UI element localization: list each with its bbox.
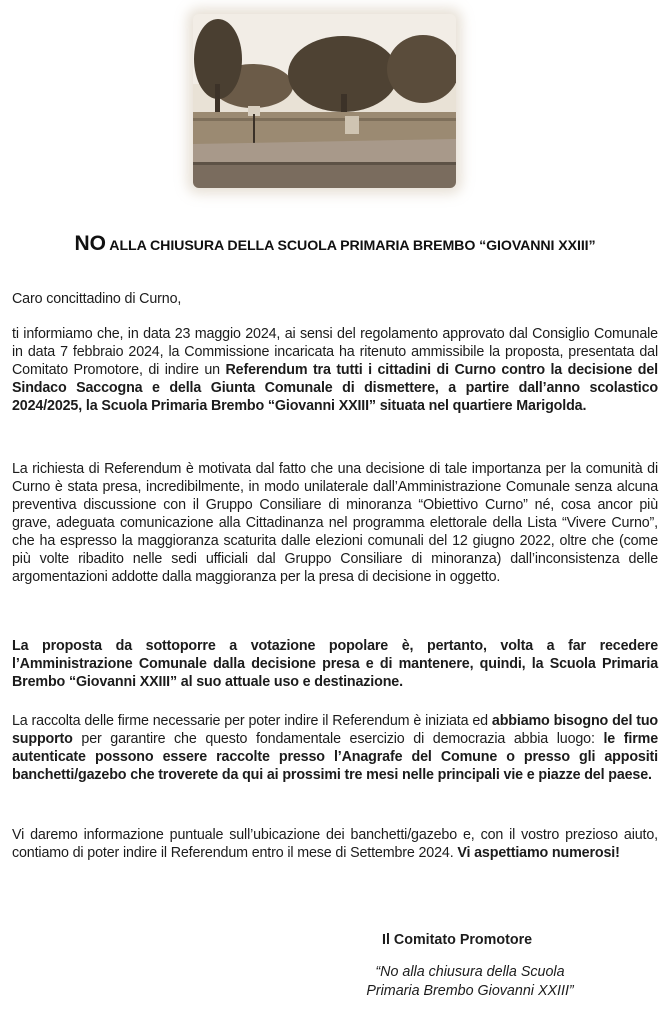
p5-bold-b: Vi aspettiamo numerosi!	[457, 845, 620, 861]
p4-text-c: per garantire che questo fondamentale esercizio di democrazia abbia luogo:	[72, 731, 604, 747]
signature-motto-line1: “No alla chiusura della Scuola	[375, 964, 565, 980]
signature-motto-line2: Primaria Brembo Giovanni XXIII”	[366, 983, 574, 999]
p4-bold-b: abbiamo bisogno del tuo supporto	[12, 713, 658, 747]
paragraph-signatures	[12, 712, 658, 784]
p4-bold-d: le firme autenticate possono essere raccolte presso l’Anagrafe del Comune o presso gli appositi banchetti/gazebo che troverete da qui ai prossimi tre mesi nelle principali vie e piazze del paese.	[12, 731, 658, 783]
p5-text-a: Vi daremo informazione puntuale sull’ubicazione dei banchetti/gazebo e, con il vostro prezioso aiuto, contiamo di poter indire il Referendum entro il mese di Settembre 2024.	[12, 827, 658, 861]
paragraph-proposal: La proposta da sottoporre a votazione popolare è, pertanto, volta a far recedere l’Amministrazione Comunale dalla decisione presa e di mantenere, quindi, la Scuola Primaria Brembo “Giovanni XXIII” al suo attuale uso e destinazione.	[12, 638, 658, 690]
paragraph-motivation: La richiesta di Referendum è motivata dal fatto che una decisione di tale importanza per la comunità di Curno è stata presa, incredibilmente, in modo unilaterale dall’Amministrazione Comunale senza alcuna preventiva discussione con il Gruppo Consiliare di minoranza “Obiettivo Curno” né, cosa ancor più grave, adeguata comunicazione alla Cittadinanza nel programma elettorale della Lista “Vivere Curno”, che ha espresso la maggioranza scaturita dalle elezioni comunali del 12 giugno 2022, oltre che (come più volte ribadito nelle sedi ufficiali dal Gruppo Consiliare di minoranza) dall’inconsistenza delle argomentazioni addotte dalla maggioranza per la presa di decisione in oggetto.	[12, 461, 658, 585]
paragraph-closing	[12, 826, 658, 862]
greeting: Caro concittadino di Curno,	[12, 291, 182, 307]
paragraph-intro-text: ti informiamo che, in data 23 maggio 2024, ai sensi del regolamento approvato dal Consiglio Comunale in data 7 febbraio 2024, la Commissione incaricata ha ritenuto ammissibile la proposta, presentata dal Comitato Promotore, di indire un	[12, 326, 658, 378]
school-garden-photo	[193, 14, 456, 188]
signature-motto	[340, 963, 600, 1001]
page-title	[0, 232, 670, 256]
photo-graphic	[193, 14, 456, 188]
title-no: NO	[74, 232, 106, 255]
title-rest: ALLA CHIUSURA DELLA SCUOLA PRIMARIA BREMBO “GIOVANNI XXIII”	[105, 238, 596, 254]
signature-org: Il Comitato Promotore	[382, 932, 533, 948]
paragraph-intro	[12, 325, 658, 415]
p4-text-a: La raccolta delle firme necessarie per poter indire il Referendum è iniziata ed	[12, 713, 492, 729]
paragraph-intro-bold: Referendum tra tutti i cittadini di Curno contro la decisione del Sindaco Saccogna e della Giunta Comunale di dismettere, a partire dall’anno scolastico 2024/2025, la Scuola Primaria Brembo “Giovanni XXIII” situata nel quartiere Marigolda.	[12, 362, 658, 414]
